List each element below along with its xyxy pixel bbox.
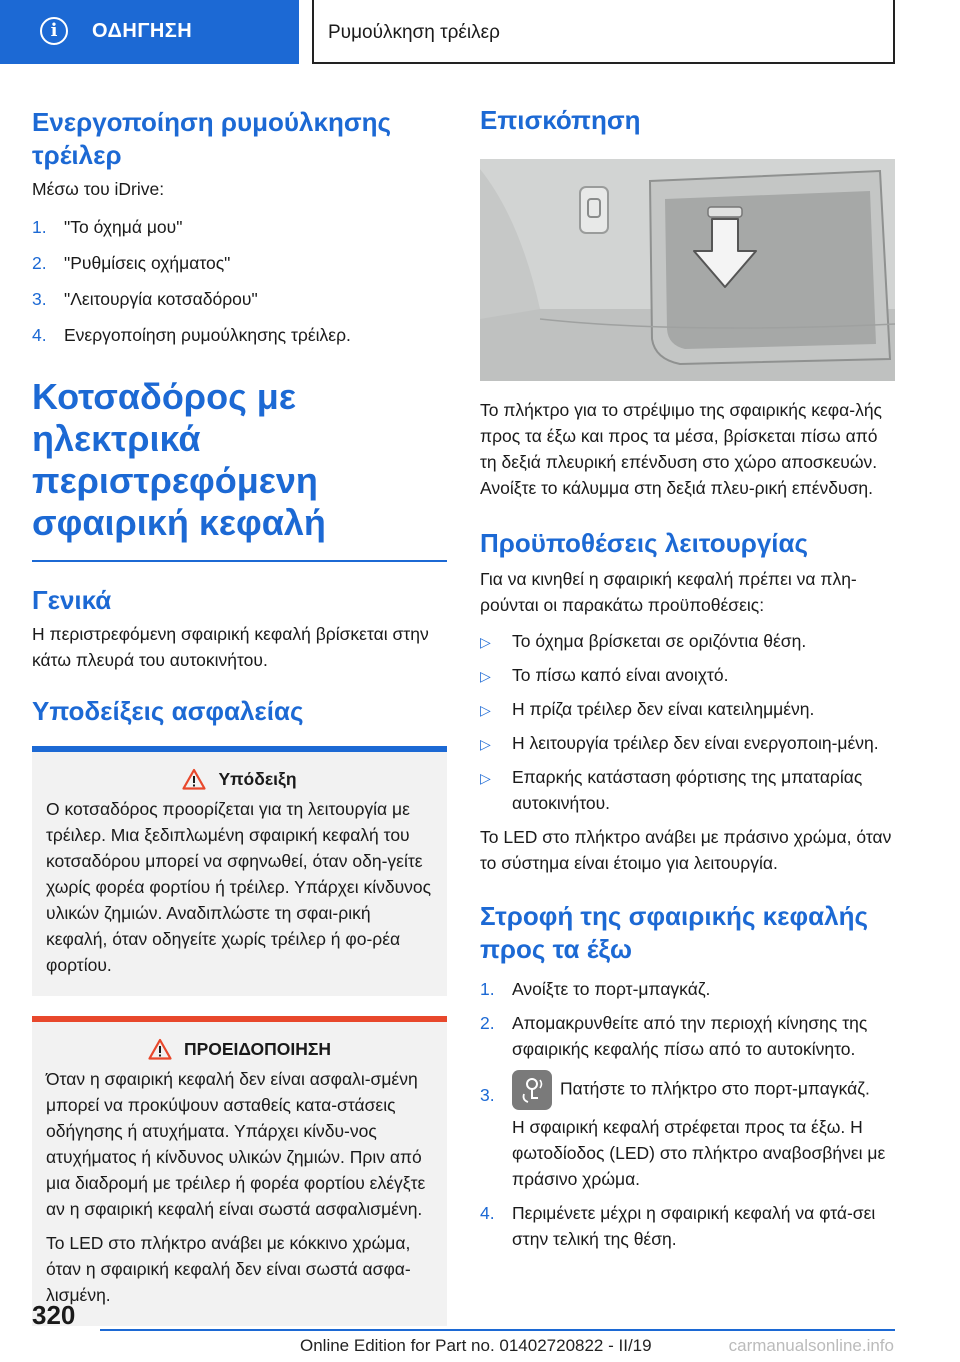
page-number: 320 [32, 1300, 76, 1330]
general-title: Γενικά [32, 585, 112, 615]
step-text: Πατήστε το πλήκτρο στο πορτ-μπαγκάζ. [560, 1078, 870, 1099]
list-item [32, 286, 447, 312]
chapter-header [312, 0, 895, 64]
warning-text-1: Όταν η σφαιρική κεφαλή δεν είναι ασφαλι-σμένη μπορεί να προκύψουν ασταθείς κατα-στάσεις οδήγησης ή ατυχήματα. Υπάρχει κίνδυ-νος ατυχήματος ή κίνδυνος υλικών ζημιών. Πριν από μια διαδρομή με τρέιλερ ή φορέα φορτίου ελέγξτε αν η σφαιρική κεφαλή είναι σωστά ασφαλισμένη. [46, 1069, 426, 1219]
step-number: 1. [480, 979, 495, 999]
step-text: Ανοίξτε το πορτ-μπαγκάζ. [512, 979, 711, 999]
safety-title: Υποδείξεις ασφαλείας [32, 696, 304, 726]
section-tab [0, 0, 299, 64]
chapter-title: Ρυμούλκηση τρέιλερ [328, 22, 500, 43]
trunk-photo [480, 159, 895, 381]
note-text: Ο κοτσαδόρος προορίζεται για τη λειτουργία με τρέιλερ. Μια ξεδιπλωμένη σφαιρική κεφαλή του κοτσαδόρου μπορεί να σφηνωθεί, όταν οδη-γείτε χωρίς φορέα φορτίου ή τρέιλερ. Υπάρχει κίνδυνος υλικών ζημιών. Αναδιπλώστε τη σφαι-ρική κεφαλή, όταν οδηγείτε χωρίς τρέιλερ ή φο-ρέα φορτίου. [46, 799, 432, 975]
triangle-bullet-icon: ▷ [480, 634, 491, 650]
warning-triangle-icon [148, 1038, 172, 1060]
list-item [480, 1010, 895, 1062]
prereq-text: Επαρκής κατάσταση φόρτισης της μπαταρίας αυτοκινήτου. [512, 767, 863, 813]
step-number: 3. [32, 289, 47, 309]
note-heading [46, 768, 433, 790]
activate-steps [32, 214, 447, 348]
list-item [480, 764, 895, 816]
prereq-text: Το όχημα βρίσκεται σε οριζόντια θέση. [512, 631, 807, 651]
main-title: Κοτσαδόρος με ηλεκτρικά περιστρεφόμενη σφαιρική κεφαλή [32, 376, 326, 543]
list-item [480, 730, 895, 756]
prereq-led: Το LED στο πλήκτρο ανάβει με πράσινο χρώμα, όταν το σύστημα είναι έτοιμο για λειτουργία. [480, 827, 892, 873]
list-item [32, 214, 447, 240]
step-text: Απομακρυνθείτε από την περιοχή κίνησης της σφαιρικής κεφαλής πίσω από το αυτοκίνητο. [512, 1013, 868, 1059]
step-number: 2. [480, 1013, 495, 1033]
note-heading-text: Υπόδειξη [218, 768, 297, 789]
step-number: 3. [480, 1085, 495, 1105]
warning-text-2: Το LED στο πλήκτρο ανάβει με κόκκινο χρώμα, όταν η σφαιρική κεφαλή δεν είναι σωστά ασφα-λισμένη. [46, 1233, 411, 1305]
step-text: "Ρυθμίσεις οχήματος" [64, 253, 231, 273]
footer-edition: Online Edition for Part no. 01402720822 - II/19 [300, 1336, 652, 1355]
overview-title: Επισκόπηση [480, 105, 641, 135]
triangle-bullet-icon: ▷ [480, 770, 491, 786]
overview-caption: Το πλήκτρο για το στρέψιμο της σφαιρικής κεφα-λής προς τα έξω και προς τα μέσα, βρίσκεται πίσω από τη δεξιά πλευρική επένδυση στο χώρο αποσκευών. Ανοίξτε το κάλυμμα στη δεξιά πλευ-ρική επένδυση. [480, 400, 882, 498]
prereq-list [480, 628, 895, 816]
right-column [480, 88, 895, 1252]
warning-heading [46, 1038, 433, 1060]
step-text: Περιμένετε μέχρι η σφαιρική κεφαλή να φτά-σει στην τελική της θέση. [512, 1203, 876, 1249]
step-text: "Λειτουργία κοτσαδόρου" [64, 289, 258, 309]
info-icon: i [40, 17, 68, 45]
list-item [480, 662, 895, 688]
activate-title: Ενεργοποίηση ρυμούλκησης τρέιλερ [32, 107, 392, 170]
turn-title: Στροφή της σφαιρικής κεφαλής προς τα έξω [480, 901, 868, 964]
warning-heading-text: ΠΡΟΕΙΔΟΠΟΙΗΣΗ [183, 1038, 332, 1059]
step-text: Ενεργοποίηση ρυμούλκησης τρέιλερ. [64, 325, 351, 345]
title-rule [32, 560, 447, 562]
prereq-title: Προϋποθέσεις λειτουργίας [480, 528, 809, 558]
step-number: 1. [32, 217, 47, 237]
step-number: 4. [32, 325, 47, 345]
turn-steps [480, 976, 895, 1252]
triangle-bullet-icon: ▷ [480, 668, 491, 684]
prereq-text: Η πρίζα τρέιλερ δεν είναι κατειλημμένη. [512, 699, 815, 719]
prereq-intro: Για να κινηθεί η σφαιρική κεφαλή πρέπει να πλη-ρούνται οι παρακάτω προϋποθέσεις: [480, 569, 857, 615]
note-box [32, 746, 447, 996]
list-item [32, 322, 447, 348]
warning-triangle-icon [182, 768, 206, 790]
activate-intro: Μέσω του iDrive: [32, 179, 165, 199]
prereq-text: Η λειτουργία τρέιλερ δεν είναι ενεργοποιη-μένη. [512, 733, 879, 753]
triangle-bullet-icon: ▷ [480, 702, 491, 718]
general-text: Η περιστρεφόμενη σφαιρική κεφαλή βρίσκεται στην κάτω πλευρά του αυτοκινήτου. [32, 624, 429, 670]
left-column [32, 88, 447, 1326]
prereq-text: Το πίσω καπό είναι ανοιχτό. [512, 665, 729, 685]
step-text: "Το όχημά μου" [64, 217, 183, 237]
list-item [32, 250, 447, 276]
list-item [480, 976, 895, 1002]
step-number: 2. [32, 253, 47, 273]
warning-box [32, 1016, 447, 1326]
footer-watermark: carmanualsonline.info [728, 1336, 894, 1355]
footer-rule [100, 1329, 895, 1331]
list-item [480, 628, 895, 654]
list-item [480, 1200, 895, 1252]
step-number: 4. [480, 1203, 495, 1223]
triangle-bullet-icon: ▷ [480, 736, 491, 752]
list-item [480, 1070, 895, 1192]
step-subtext: Η σφαιρική κεφαλή στρέφεται προς τα έξω. Η φωτοδίοδος (LED) στο πλήκτρο αναβοσβήνει με πράσινο χρώμα. [512, 1117, 886, 1189]
section-label: ΟΔΗΓΗΣΗ [92, 20, 193, 42]
hitch-button-icon [512, 1070, 552, 1110]
list-item [480, 696, 895, 722]
